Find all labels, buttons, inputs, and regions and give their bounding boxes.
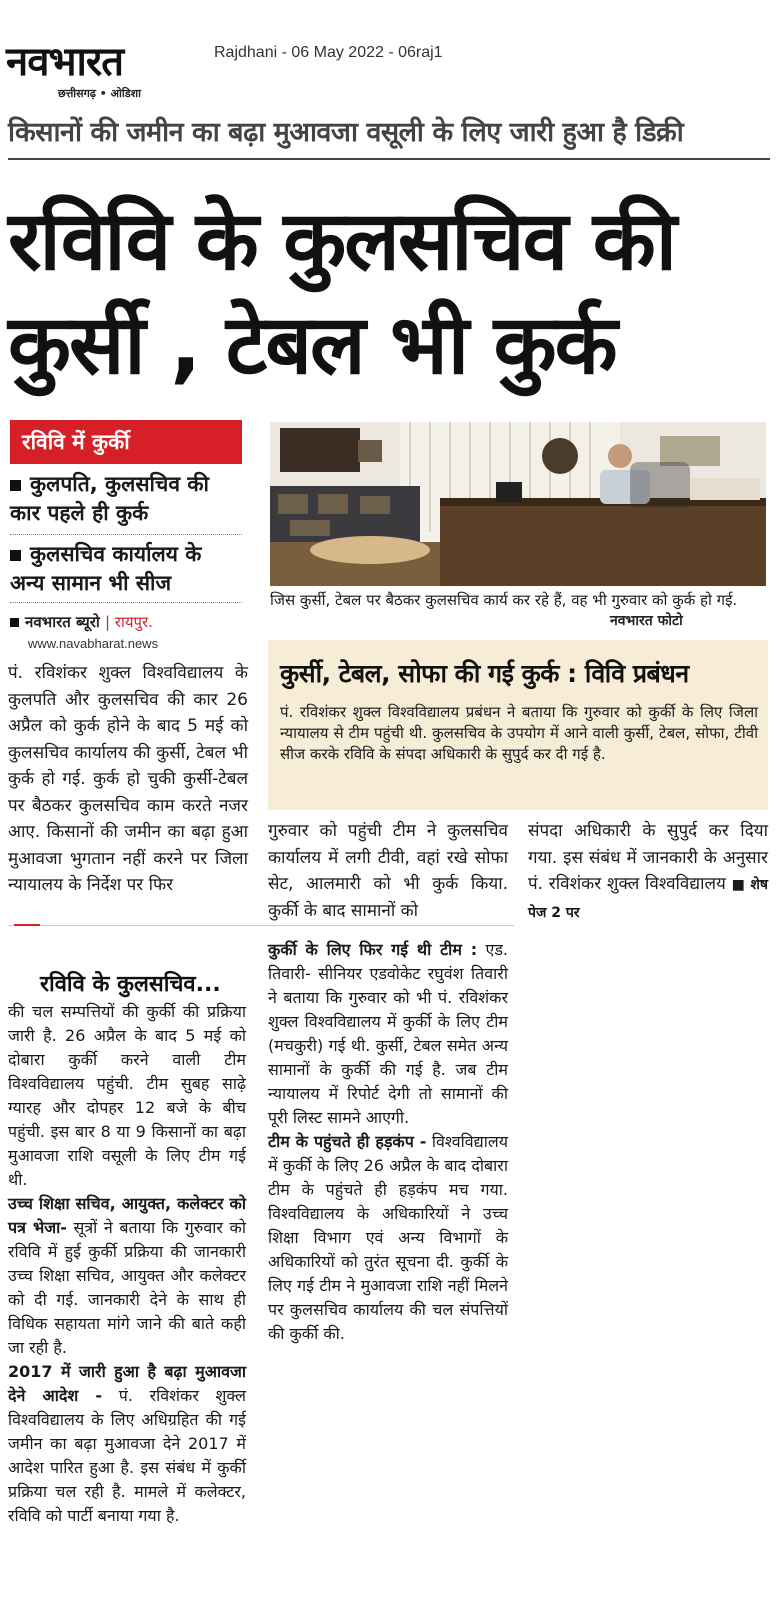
- dotted-divider: [10, 602, 242, 603]
- photo-caption: जिस कुर्सी, टेबल पर बैठकर कुलसचिव कार्य कर रहे हैं, वह भी गुरुवार को कुर्क हो गई.: [270, 591, 738, 609]
- office-photo-illustration: [270, 422, 766, 586]
- subhead: उच्च शिक्षा सचिव, आयुक्त, कलेक्टर को पत्र भेजा-: [8, 1194, 246, 1237]
- paragraph-text: विश्वविद्यालय में कुर्की के लिए 26 अप्रैल के बाद दोबारा टीम के पहुंचते ही हड़कंप मच गया. विश्वविद्यालय के अधिकारियों ने उच्च शिक्षा विभाग एवं अन्य विभागों के अधिकारियों को तुरंत सूचना दी. कुर्की के लिए गई टीम ने मुआवजा राशि नहीं मिलने पर कुलसचिव कार्यालय की चल संपत्तियों की कुर्की की.: [268, 1132, 508, 1343]
- paragraph-text: सूत्रों ने बताया कि गुरुवार को रविवि में हुई कुर्की प्रक्रिया की जानकारी उच्च शिक्षा सचिव, आयुक्त और कलेक्टर को दी गई. जानकारी देने के साथ ही विधिक सहायता मांगे जाने की बाते कही जा रही है.: [8, 1218, 246, 1357]
- subhead: 2017 में जारी हुआ है बढ़ा मुआवजा देने आदेश -: [8, 1362, 246, 1405]
- paragraph: [8, 1192, 246, 1360]
- dotted-divider: [10, 534, 242, 535]
- inset-body: पं. रविशंकर शुक्ल विश्वविद्यालय प्रबंधन ने बताया कि गुरुवार को कुर्की के लिए जिला न्यायालय से टीम पहुंची थी. कुलसचिव के उपयोग में आने वाली कुर्सी, टेबल, सोफा, टीवी सीज करके रविवि के संपदा अधिकारी के सुपुर्द कर दी गई है.: [280, 703, 758, 763]
- kicker-rule: [8, 158, 770, 160]
- bullet-icon: [10, 618, 19, 627]
- sidebar-item-text: कुलसचिव कार्यालय के अन्य सामान भी सीज: [10, 542, 202, 595]
- red-accent-dash: [14, 924, 40, 926]
- logo-subtitle: छत्तीसगढ़ • ओडिशा: [58, 87, 141, 100]
- paragraph: [8, 1360, 246, 1528]
- news-photo: [270, 422, 766, 586]
- newspaper-logo: नवभारत: [6, 38, 124, 85]
- sidebar-item: [10, 540, 242, 598]
- byline-name: नवभारत ब्यूरो: [25, 613, 100, 631]
- continuation-right-column: [268, 938, 508, 1346]
- paragraph: [268, 1130, 508, 1346]
- byline: [10, 612, 153, 632]
- paragraph: [268, 938, 508, 1130]
- article-column-3-text: संपदा अधिकारी के सुपुर्द कर दिया गया. इस संबंध में जानकारी के अनुसार पं. रविशंकर शुक्ल विश्वविद्यालय: [528, 821, 768, 894]
- inset-title: कुर्सी, टेबल, सोफा की गई कुर्क : विवि प्रबंधन: [280, 659, 689, 688]
- paragraph: की चल सम्पत्तियों की कुर्की की प्रक्रिया जारी है. 26 अप्रैल के बाद 5 मई को दोबारा कुर्की करने वाली टीम विश्वविद्यालय पहुंची. टीम सुबह साढ़े ग्यारह और दोपहर 12 बजे के बीच पहुंची. इस बार 8 या 9 किसानों का बढ़ा मुआवजा राशि वसूली के लिए टीम गई थी.: [8, 1002, 246, 1189]
- website-link[interactable]: www.navabharat.news: [28, 636, 159, 651]
- edition-label: Rajdhani - 06 May 2022 - 06raj1: [214, 44, 443, 61]
- bullet-icon: [10, 480, 21, 491]
- subhead: टीम के पहुंचते ही हड़कंप -: [268, 1132, 427, 1151]
- headline-line-1: रविवि के कुलसचिव की: [8, 194, 675, 289]
- sidebar-title: रविवि में कुर्की: [10, 420, 242, 464]
- bullet-icon: [10, 550, 21, 561]
- headline-line-2: कुर्सी , टेबल भी कुर्क: [8, 298, 616, 393]
- section-divider: [8, 925, 514, 926]
- continuation-title: रविवि के कुलसचिव...: [40, 972, 221, 997]
- kicker-headline: किसानों की जमीन का बढ़ा मुआवजा वसूली के लिए जारी हुआ है डिक्री: [8, 117, 684, 148]
- sidebar-item: [10, 470, 242, 528]
- article-column-2: गुरुवार को पहुंची टीम ने कुलसचिव कार्यालय में लगी टीवी, वहां रखे सोफा सेट, आलमारी को भी कुर्क किया. कुर्की के बाद सामानों को: [268, 821, 508, 921]
- article-column-1: पं. रविशंकर शुक्ल विश्वविद्यालय के कुलपति और कुलसचिव की कार 26 अप्रैल को कुर्क होने के बाद 5 मई को कुलसचिव कार्यालय की कुर्सी, टेबल भी कुर्क हो गई. कुर्क हो चुकी कुर्सी-टेबल पर बैठकर कुलसचिव काम करते नजर आए. किसानों की जमीन का बढ़ा हुआ मुआवजा भुगतान नहीं करने पर जिला न्यायालय के निर्देश पर फिर: [8, 663, 248, 895]
- continued-link[interactable]: ■ शेष पेज 2 पर: [528, 877, 769, 921]
- article-column-3: [528, 818, 768, 926]
- paragraph-text: एड. तिवारी- सीनियर एडवोकेट रघुवंश तिवारी ने बताया कि गुरुवार को भी पं. रविशंकर शुक्ल विश्वविद्यालय में कुर्की के लिए टीम (मचकुरी) गई थी. कुर्सी, टेबल समेत अन्य सामानों के कुर्की की गई है. जब टीम न्यायालय में रिपोर्ट देगी तो सामानों की पूरी लिस्ट सामने आएगी.: [268, 940, 508, 1127]
- subhead: कुर्की के लिए फिर गई थी टीम :: [268, 940, 478, 959]
- sidebar-item-text: कुलपति, कुलसचिव की कार पहले ही कुर्क: [10, 472, 209, 525]
- photo-credit: नवभारत फोटो: [610, 613, 683, 629]
- main-headline: [8, 190, 770, 398]
- paragraph-text: पं. रविशंकर शुक्ल विश्वविद्यालय के लिए अधिग्रहित की गई जमीन का बढ़ा मुआवजा देने 2017 में आदेश पारित हुआ है. इस संबंध में कुर्की प्रक्रिया चल रही है. मामले में कलेक्टर, रविवि को पार्टी बनाया गया है.: [8, 1386, 246, 1525]
- byline-place: | रायपुर.: [104, 613, 153, 631]
- continuation-left-column: [8, 1000, 246, 1528]
